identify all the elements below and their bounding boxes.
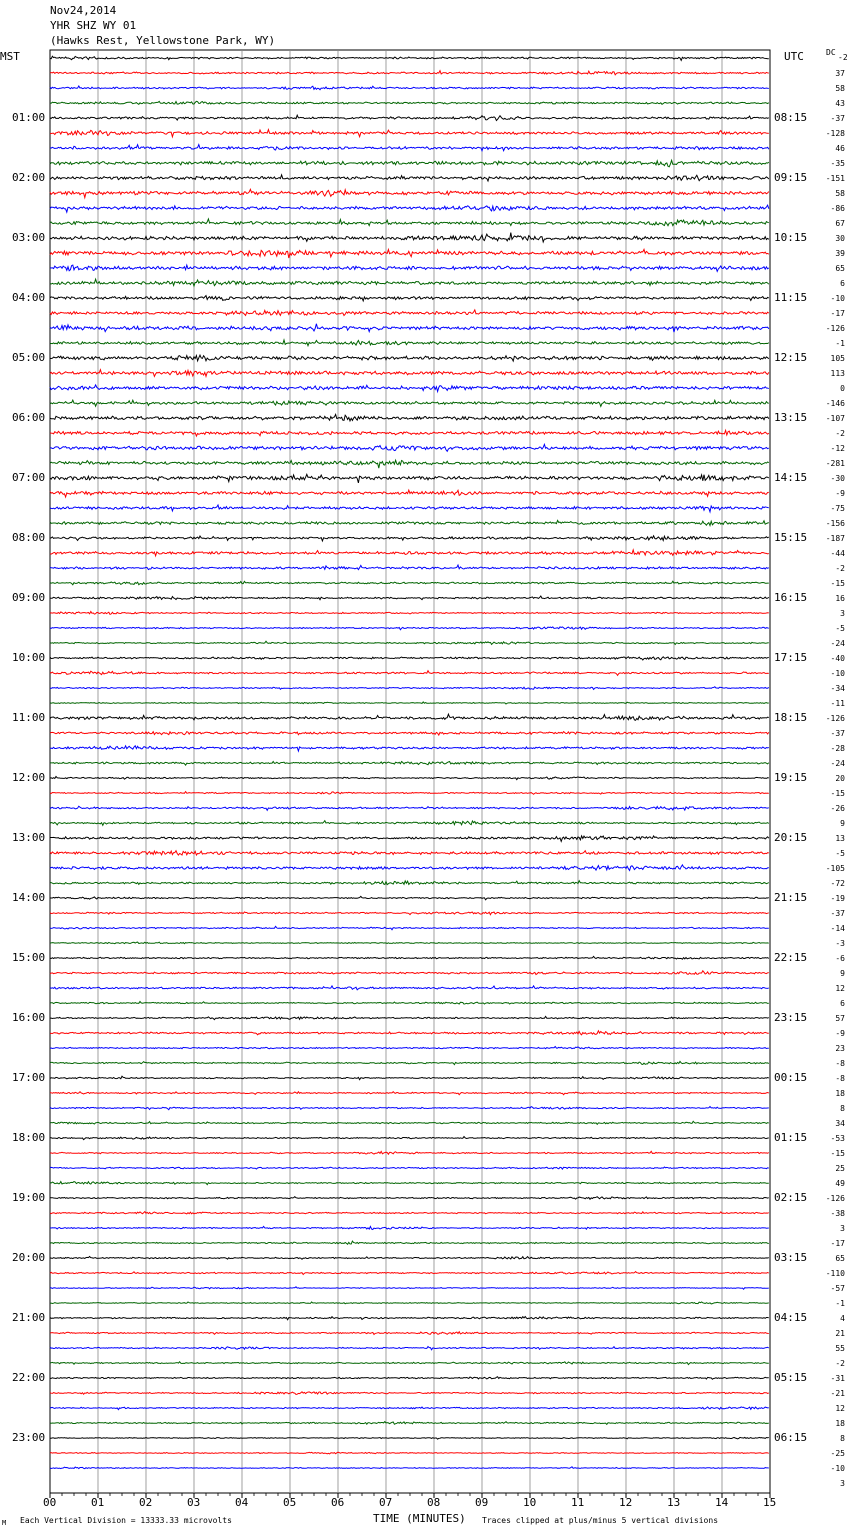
dc-offset-label: 3 [840,1479,845,1488]
x-tick-label: 15 [763,1496,777,1509]
seismic-trace [50,490,769,497]
dc-offset-label: -151 [825,174,845,183]
dc-offset-label: 65 [835,1254,845,1263]
dc-offset-label: -105 [825,864,845,873]
seismic-trace [50,145,769,151]
seismic-trace [50,762,769,766]
seismic-trace [50,641,769,644]
dc-offset-label: -5 [835,624,845,633]
seismic-trace [50,385,769,392]
dc-offset-label: -5 [835,849,845,858]
seismic-trace [50,1437,769,1439]
seismic-trace [50,596,769,600]
seismic-trace [50,1332,769,1335]
seismic-trace [50,233,769,242]
seismic-trace [50,1182,769,1185]
dc-first-offset: -2 [838,53,848,62]
dc-offset-label: -156 [825,519,845,528]
utc-hour-label: 18:15 [774,711,808,724]
seismic-trace [50,687,769,690]
utc-hour-label: 17:15 [774,651,808,664]
seismic-trace [50,115,769,120]
dc-offset-label: -38 [830,1209,845,1218]
seismic-trace [50,1467,769,1469]
location-title: (Hawks Rest, Yellowstone Park, WY) [50,34,276,47]
utc-hour-label: 22:15 [774,951,808,964]
dc-offset-label: -44 [830,549,845,558]
mst-hour-label: 23:00 [12,1431,46,1444]
dc-offset-label: -126 [825,1194,845,1203]
seismic-trace [50,1061,769,1064]
x-tick-label: 05 [283,1496,297,1509]
dc-offset-label: 20 [835,774,845,783]
dc-offset-label: 9 [840,819,845,828]
utc-hour-label: 02:15 [774,1191,808,1204]
dc-offset-label: 57 [835,1014,845,1023]
seismic-trace [50,205,769,212]
dc-offset-label: -15 [830,789,845,798]
dc-offset-label: -21 [830,1389,845,1398]
seismic-trace [50,746,769,751]
mst-hour-label: 21:00 [12,1311,46,1324]
seismic-trace [50,627,769,630]
seismic-trace [50,1092,769,1095]
seismic-trace [50,130,769,137]
seismic-trace [50,1241,769,1244]
seismic-trace [50,1107,769,1110]
seismic-trace [50,71,769,75]
dc-offset-label: 37 [835,69,845,78]
dc-offset-label: -57 [830,1284,845,1293]
utc-hour-label: 00:15 [774,1071,808,1084]
seismic-trace [50,520,769,525]
x-axis-title: TIME (MINUTES) [373,1512,466,1525]
mst-hour-label: 08:00 [12,531,46,544]
seismic-trace [50,296,769,301]
seismic-trace [50,1016,769,1019]
dc-offset-label: 8 [840,1104,845,1113]
dc-offset-label: 4 [840,1314,845,1323]
utc-hour-label: 05:15 [774,1371,808,1384]
seismic-trace [50,1377,769,1379]
date-title: Nov24,2014 [50,4,117,17]
seismic-trace [50,912,769,915]
seismic-trace [50,219,769,226]
seismic-trace [50,1151,769,1154]
seismic-trace [50,565,769,570]
dc-offset-label: -19 [830,894,845,903]
seismic-trace [50,279,769,286]
x-tick-label: 03 [187,1496,201,1509]
dc-offset-label: 3 [840,1224,845,1233]
dc-offset-label: 9 [840,969,845,978]
dc-offset-label: -10 [830,1464,845,1473]
dc-offset-label: 12 [835,984,845,993]
seismic-trace [50,1167,769,1169]
dc-offset-label: -3 [835,939,845,948]
seismic-trace [50,1197,769,1200]
seismic-trace [50,732,769,736]
dc-offset-label: -107 [825,414,845,423]
seismic-trace [50,175,769,181]
dc-offset-label: 34 [835,1119,845,1128]
x-tick-label: 02 [139,1496,153,1509]
mst-hour-label: 06:00 [12,411,46,424]
dc-label: DC [826,48,836,57]
dc-offset-label: -146 [825,399,845,408]
utc-hour-label: 09:15 [774,171,808,184]
seismic-trace [50,505,769,512]
x-tick-label: 07 [379,1496,393,1509]
dc-offset-label: -12 [830,444,845,453]
dc-offset-label: 18 [835,1419,845,1428]
dc-offset-label: 46 [835,144,845,153]
seismic-trace [50,1452,769,1454]
dc-offset-label: -31 [830,1374,845,1383]
mst-hour-label: 07:00 [12,471,46,484]
dc-offset-label: -72 [830,879,845,888]
utc-hour-label: 14:15 [774,471,808,484]
clip-note: Traces clipped at plus/minus 5 vertical divisions [482,1516,719,1525]
dc-offset-label: 16 [835,594,845,603]
seismic-trace [50,1272,769,1275]
mst-hour-label: 03:00 [12,231,46,244]
utc-hour-label: 08:15 [774,111,808,124]
x-tick-label: 13 [667,1496,681,1509]
seismic-trace [50,414,769,421]
seismic-trace [50,1002,769,1005]
dc-offset-label: -11 [830,699,845,708]
seismic-trace [50,1392,769,1395]
seismic-trace [50,400,769,406]
mst-hour-label: 15:00 [12,951,46,964]
seismic-trace [50,189,769,197]
mst-hour-label: 13:00 [12,831,46,844]
seismic-trace [50,821,769,826]
seismic-trace [50,536,769,541]
x-tick-label: 00 [43,1496,57,1509]
dc-offset-label: 13 [835,834,845,843]
mst-hour-label: 04:00 [12,291,46,304]
seismic-trace [50,101,769,104]
seismic-trace [50,249,769,258]
station-title: YHR SHZ WY 01 [50,19,137,32]
dc-offset-label: -126 [825,714,845,723]
seismic-trace [50,956,769,959]
x-tick-label: 12 [619,1496,633,1509]
mst-hour-label: 19:00 [12,1191,46,1204]
x-tick-label: 11 [571,1496,585,1509]
dc-offset-label: -17 [830,309,845,318]
seismic-trace [50,714,769,720]
utc-hour-label: 15:15 [774,531,808,544]
dc-offset-label: -15 [830,579,845,588]
dc-offset-label: 21 [835,1329,845,1338]
seismic-trace [50,1422,769,1425]
x-tick-label: 10 [523,1496,537,1509]
utc-hour-label: 13:15 [774,411,808,424]
utc-hour-label: 16:15 [774,591,808,604]
seismic-trace [50,444,769,451]
seismic-trace [50,324,769,332]
x-tick-label: 14 [715,1496,729,1509]
dc-offset-label: -2 [835,564,845,573]
right-timezone-label: UTC [784,50,804,63]
seismic-trace [50,86,769,90]
seismic-trace [50,1302,769,1304]
seismic-trace [50,430,769,436]
seismic-trace [50,56,769,60]
seismic-trace [50,1287,769,1289]
dc-offset-label: -1 [835,339,845,348]
seismic-trace [50,1212,769,1214]
dc-offset-label: 113 [830,369,845,378]
dc-offset-label: -26 [830,804,845,813]
dc-offset-label: -17 [830,1239,845,1248]
dc-offset-label: -75 [830,504,845,513]
utc-hour-label: 23:15 [774,1011,808,1024]
seismic-trace [50,926,769,929]
seismic-trace [50,1031,769,1035]
dc-offset-label: -126 [825,324,845,333]
seismic-trace [50,777,769,780]
dc-offset-label: -24 [830,759,845,768]
dc-offset-label: 6 [840,999,845,1008]
seismic-trace [50,657,769,660]
utc-hour-label: 06:15 [774,1431,808,1444]
seismic-trace [50,1047,769,1050]
utc-hour-label: 03:15 [774,1251,808,1264]
mst-hour-label: 17:00 [12,1071,46,1084]
dc-offset-label: -53 [830,1134,845,1143]
left-timezone-label: MST [0,50,20,63]
seismic-trace [50,851,769,855]
dc-offset-label: -1 [835,1299,845,1308]
dc-offset-label: -30 [830,474,845,483]
dc-offset-label: -34 [830,684,845,693]
utc-hour-label: 04:15 [774,1311,808,1324]
dc-offset-label: -28 [830,744,845,753]
mst-hour-label: 14:00 [12,891,46,904]
dc-offset-label: 18 [835,1089,845,1098]
dc-offset-label: 105 [830,354,845,363]
dc-offset-label: -86 [830,204,845,213]
seismic-trace [50,160,769,167]
dc-offset-label: -8 [835,1074,845,1083]
dc-offset-label: -15 [830,1149,845,1158]
seismic-trace [50,971,769,975]
seismic-trace [50,881,769,885]
mst-hour-label: 02:00 [12,171,46,184]
utc-hour-label: 21:15 [774,891,808,904]
x-tick-label: 04 [235,1496,249,1509]
seismic-trace [50,942,769,944]
seismic-trace [50,1137,769,1140]
dc-offset-label: -25 [830,1449,845,1458]
seismic-trace [50,612,769,615]
dc-offset-label: 6 [840,279,845,288]
dc-offset-label: -187 [825,534,845,543]
seismic-trace [50,1362,769,1365]
dc-offset-label: 30 [835,234,845,243]
seismic-trace [50,265,769,271]
dc-offset-label: -37 [830,729,845,738]
dc-offset-label: -9 [835,1029,845,1038]
mst-hour-label: 22:00 [12,1371,46,1384]
dc-offset-label: -24 [830,639,845,648]
seismic-trace [50,671,769,676]
dc-offset-label: -10 [830,669,845,678]
dc-offset-label: 25 [835,1164,845,1173]
seismic-trace [50,581,769,585]
utc-hour-label: 20:15 [774,831,808,844]
x-tick-label: 09 [475,1496,489,1509]
dc-offset-label: 49 [835,1179,845,1188]
utc-hour-label: 01:15 [774,1131,808,1144]
seismic-trace [50,1317,769,1320]
dc-offset-label: -281 [825,459,845,468]
dc-offset-label: -40 [830,654,845,663]
dc-offset-label: -2 [835,1359,845,1368]
seismic-trace [50,896,769,899]
seismic-trace [50,1347,769,1350]
x-tick-label: 08 [427,1496,441,1509]
mst-hour-label: 12:00 [12,771,46,784]
seismic-trace [50,355,769,361]
dc-offset-label: -35 [830,159,845,168]
dc-offset-label: 58 [835,189,845,198]
seismic-trace [50,1407,769,1410]
dc-offset-label: -10 [830,294,845,303]
dc-offset-label: 12 [835,1404,845,1413]
seismic-trace [50,865,769,871]
dc-offset-label: 3 [840,609,845,618]
utc-hour-label: 10:15 [774,231,808,244]
dc-offset-label: 39 [835,249,845,258]
seismic-trace [50,1121,769,1124]
seismic-trace [50,474,769,483]
dc-offset-label: 8 [840,1434,845,1443]
mst-hour-label: 11:00 [12,711,46,724]
x-tick-label: 01 [91,1496,105,1509]
utc-hour-label: 11:15 [774,291,808,304]
seismic-trace [50,986,769,990]
seismic-trace [50,702,769,704]
dc-offset-label: 58 [835,84,845,93]
dc-offset-label: -8 [835,1059,845,1068]
seismic-trace [50,460,769,468]
seismic-trace [50,1076,769,1079]
dc-offset-label: -9 [835,489,845,498]
mst-hour-label: 05:00 [12,351,46,364]
trace-group [50,56,769,1468]
mst-hour-label: 09:00 [12,591,46,604]
seismic-trace [50,1226,769,1229]
dc-offset-label: -128 [825,129,845,138]
seismic-trace [50,806,769,810]
dc-offset-label: 0 [840,384,845,393]
corner-mark: M [2,1519,7,1527]
dc-offset-label: 23 [835,1044,845,1053]
utc-hour-label: 12:15 [774,351,808,364]
dc-offset-label: -2 [835,429,845,438]
mst-hour-label: 18:00 [12,1131,46,1144]
seismic-trace [50,792,769,795]
seismic-trace [50,836,769,842]
mst-hour-label: 01:00 [12,111,46,124]
seismic-trace [50,340,769,346]
x-tick-label: 06 [331,1496,345,1509]
dc-offset-label: 43 [835,99,845,108]
seismic-trace [50,550,769,556]
dc-offset-label: 65 [835,264,845,273]
seismic-trace [50,370,769,377]
dc-offset-label: 67 [835,219,845,228]
dc-offset-label: -14 [830,924,845,933]
dc-offset-label: 55 [835,1344,845,1353]
utc-hour-label: 19:15 [774,771,808,784]
dc-offset-label: -110 [825,1269,845,1278]
seismic-trace [50,310,769,316]
scale-note: Each Vertical Division = 13333.33 microvolts [20,1516,232,1525]
mst-hour-label: 16:00 [12,1011,46,1024]
mst-hour-label: 10:00 [12,651,46,664]
dc-offset-label: -37 [830,114,845,123]
seismic-trace [50,1257,769,1260]
dc-offset-label: -37 [830,909,845,918]
mst-hour-label: 20:00 [12,1251,46,1264]
dc-offset-label: -6 [835,954,845,963]
